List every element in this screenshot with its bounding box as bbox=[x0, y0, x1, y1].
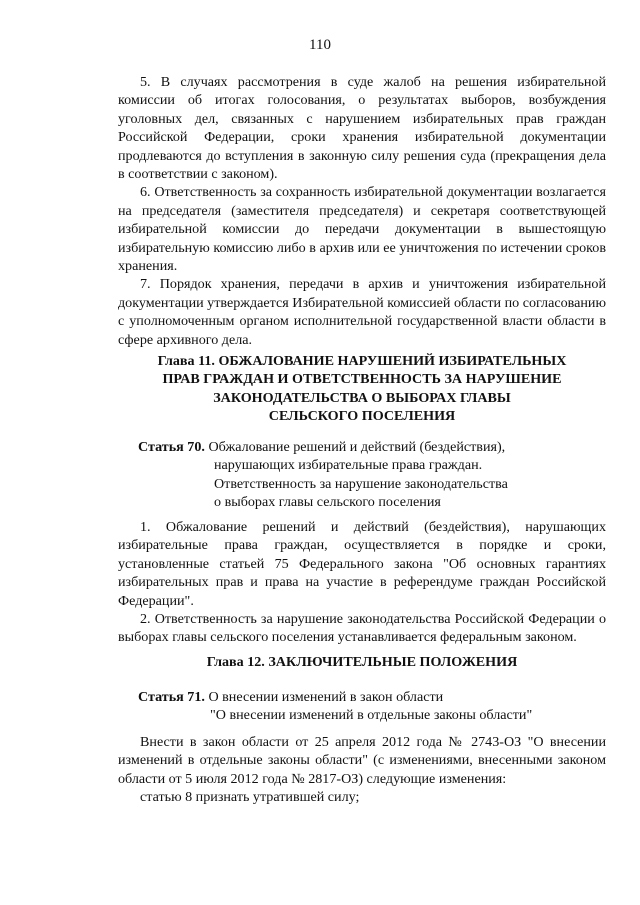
page-number: 110 bbox=[309, 37, 331, 53]
paragraph-5: 5. В случаях рассмотрения в суде жалоб на решения избирательной комиссии об итогах голосования, о результатах выборов, возбуждения уголовных дел, связанных с нарушением избирательных прав граждан Российской Федерации, сроки хранения избирательной документации продлеваются до вступления в законную силу решения суда (прекращения дела в соответствии с законом). bbox=[118, 74, 606, 183]
chapter-11-title-line: ЗАКОНОДАТЕЛЬСТВА О ВЫБОРАХ ГЛАВЫ bbox=[213, 389, 511, 406]
paragraphs-top bbox=[118, 73, 606, 349]
article-70-paragraph-2: 2. Ответственность за нарушение законодательства Российской Федерации о выборах главы сельского поселения устанавливается федеральным законом. bbox=[118, 611, 606, 646]
chapter-11-title bbox=[118, 352, 606, 426]
article-70-title: Ответственность за нарушение законодательства bbox=[214, 475, 508, 492]
paragraph-6: 6. Ответственность за сохранность избирательной документации возлагается на председателя (заместителя председателя) и секретаря соответствующей избирательной комиссии до передачи документации в вышестоящую избирательную комиссию либо в архив или ее уничтожения по истечении сроков хранения. bbox=[118, 184, 606, 275]
chapter-11-title-line: ПРАВ ГРАЖДАН И ОТВЕТСТВЕННОСТЬ ЗА НАРУШЕНИЕ bbox=[162, 371, 562, 388]
article-71-paragraph-1: Внести в закон области от 25 апреля 2012 года № 2743-ОЗ "О внесении изменений в отдельные законы области" (с изменениями, внесенными законом области от 5 июля 2012 года № 2817-ОЗ) следующие изменения: bbox=[118, 734, 606, 787]
article-71-title: О внесении изменений в закон области bbox=[208, 689, 444, 705]
article-70-heading-line bbox=[138, 438, 508, 456]
article-70-title: нарушающих избирательные права граждан. bbox=[214, 457, 483, 474]
article-70-title: Обжалование решений и действий (бездействия), bbox=[208, 439, 506, 455]
article-71-label: Статья 71. bbox=[138, 689, 205, 705]
article-70-paragraph-1: 1. Обжалование решений и действий (бездействия), нарушающих избирательные права граждан, осуществляется в порядке и сроки, установленные статьей 75 Федерального закона "Об основных гарантиях избирательных прав и права на участие в референдуме граждан Российской Федерации". bbox=[118, 519, 606, 609]
article-71-heading-line bbox=[138, 688, 532, 706]
article-70-body bbox=[118, 518, 606, 647]
chapter-11-title-line: СЕЛЬСКОГО ПОСЕЛЕНИЯ bbox=[268, 408, 456, 425]
chapter-12-title: Глава 12. ЗАКЛЮЧИТЕЛЬНЫЕ ПОЛОЖЕНИЯ bbox=[206, 654, 518, 670]
paragraph-7: 7. Порядок хранения, передачи в архив и уничтожения избирательной документации утверждается Избирательной комиссией области по согласованию с уполномоченным органом исполнительной государственной власти области в сфере архивного дела. bbox=[118, 276, 606, 348]
article-71-body bbox=[118, 733, 606, 807]
article-70-label: Статья 70. bbox=[138, 439, 205, 455]
article-71-paragraph-2: статью 8 признать утратившей силу; bbox=[140, 789, 360, 806]
article-71-title: "О внесении изменений в отдельные законы области" bbox=[210, 707, 533, 724]
article-70-title: о выборах главы сельского поселения bbox=[214, 494, 441, 511]
article-70-heading bbox=[138, 438, 508, 512]
chapter-11-title-line: Глава 11. ОБЖАЛОВАНИЕ НАРУШЕНИЙ ИЗБИРАТЕЛЬНЫХ bbox=[157, 353, 567, 369]
article-71-heading bbox=[138, 688, 532, 725]
